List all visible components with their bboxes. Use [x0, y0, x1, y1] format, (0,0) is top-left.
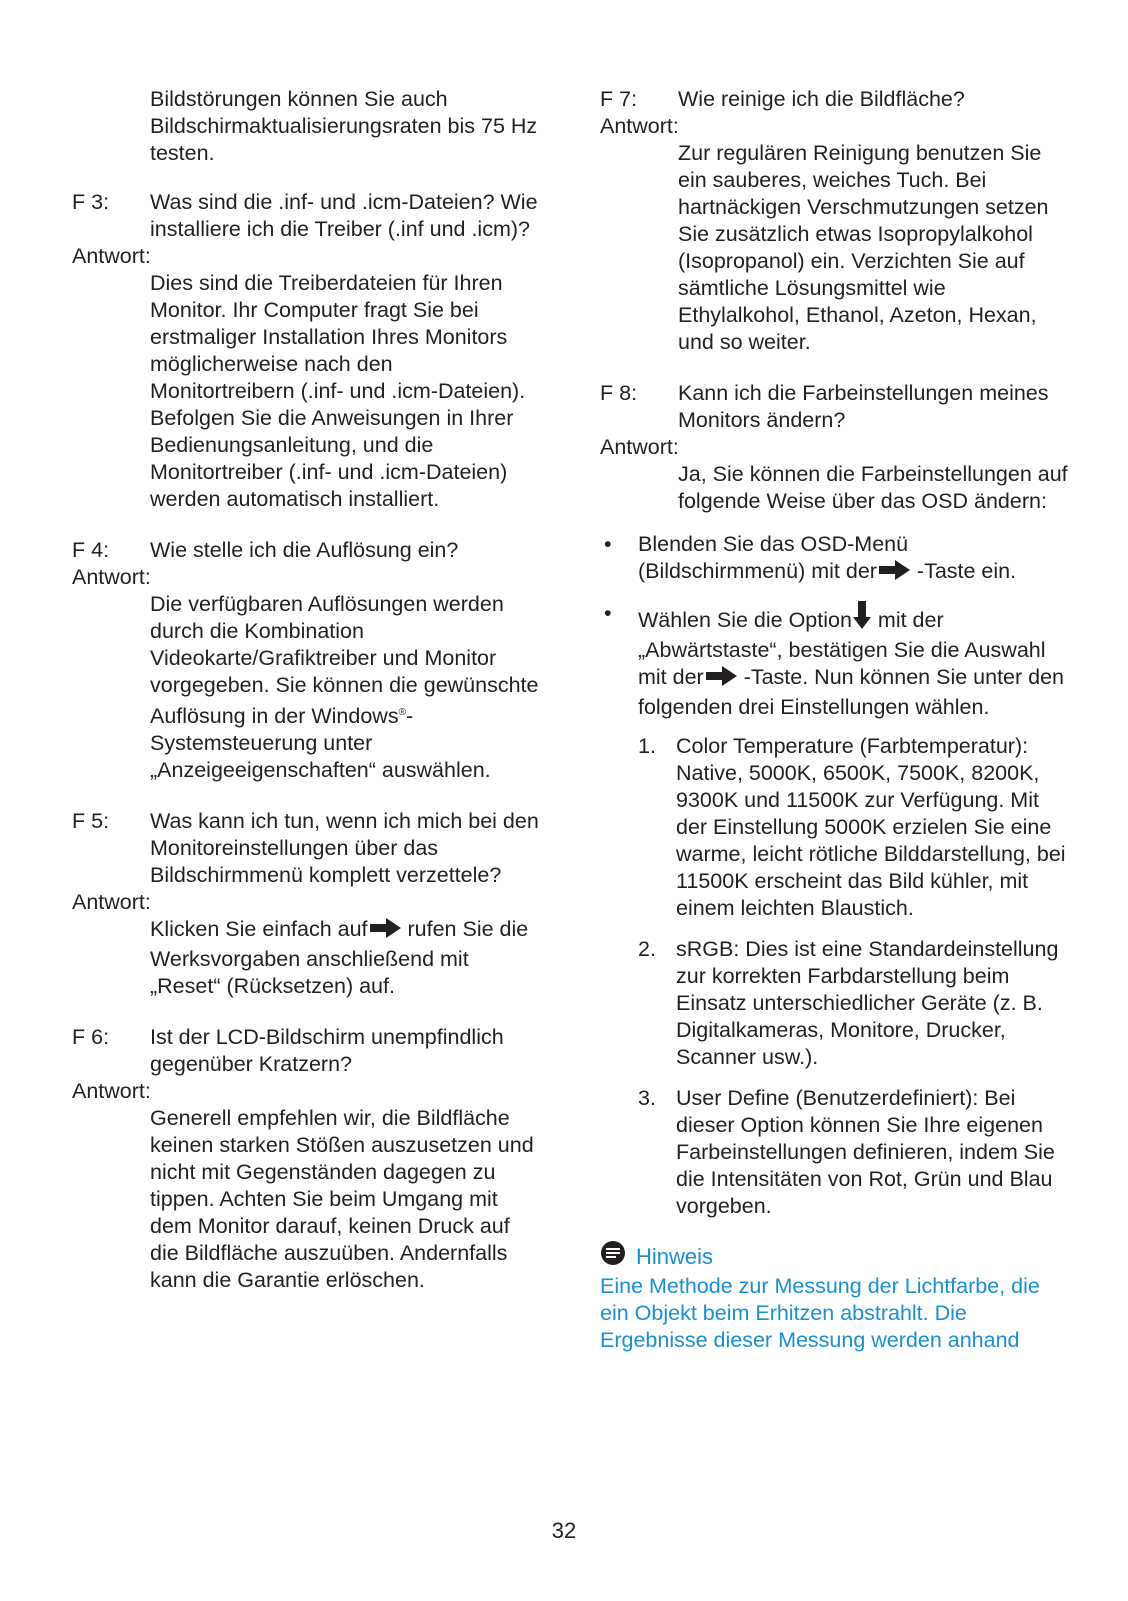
registered-mark: ®: [398, 707, 406, 718]
item-text: User Define (Benutzerdefiniert): Bei dieser Option können Sie Ihre eigenen Farbeinstellungen definieren, indem Sie die Intensitäten von Rot, Grün und Blau vorgeben.: [676, 1086, 1055, 1218]
answer-label: Antwort:: [72, 244, 151, 268]
item-number: 3.: [638, 1086, 656, 1110]
bullet-text: mit der „Abwärtstaste“, bestätigen Sie die Auswahl mit der: [638, 608, 1046, 689]
list-item: [638, 936, 1070, 1071]
list-item: [600, 600, 1070, 721]
list-item: [638, 1085, 1070, 1220]
faq-5: [72, 808, 542, 1000]
answer-label: Antwort:: [600, 114, 679, 138]
answer-text: Zur regulären Reinigung benutzen Sie ein sauberes, weiches Tuch. Bei hartnäckigen Verschmutzungen setzen Sie zusätzlich etwas Isopropylalkohol (Isopropanol) ein. Verzichten Sie auf sämtliche Lösungsmittel wie Ethylalkohol, Ethanol, Azeton, Hexan, und so weiter.: [678, 141, 1049, 354]
faq-3: [72, 189, 542, 513]
bullet-list: [600, 531, 1070, 721]
down-arrow-icon: [852, 600, 872, 637]
note-box: [600, 1240, 1070, 1354]
right-arrow-icon: [704, 665, 738, 694]
question-text: Ist der LCD-Bildschirm unempfindlich gegenüber Kratzern?: [150, 1025, 504, 1077]
question-number: F 7:: [600, 87, 638, 111]
list-item: [600, 531, 1070, 588]
question-text: Wie stelle ich die Auflösung ein?: [150, 538, 459, 562]
item-text: Color Temperature (Farbtemperatur): Native, 5000K, 6500K, 7500K, 8200K, 9300K und 11500K zur Verfügung. Mit der Einstellung 5000K erzielen Sie eine warme, leicht rötliche Bilddarstellung, bei 11500K erscheint das Bild kühler, mit einem leichten Blaustich.: [676, 734, 1066, 920]
right-arrow-icon: [368, 917, 402, 946]
item-number: 1.: [638, 734, 656, 758]
answer-text: [150, 916, 542, 1000]
note-title: Hinweis: [636, 1244, 714, 1269]
bullet-text: Wählen Sie die Option: [638, 608, 852, 632]
note-text: Eine Methode zur Messung der Lichtfarbe, die ein Objekt beim Erhitzen abstrahlt. Die Ergebnisse dieser Messung werden anhand: [600, 1274, 1040, 1352]
question-text: Was sind die .inf- und .icm-Dateien? Wie installiere ich die Treiber (.inf und .icm)?: [150, 190, 538, 241]
question-number: F 4:: [72, 538, 110, 562]
answer-text: [150, 591, 542, 784]
question-number: F 8:: [600, 381, 638, 405]
question-number: F 5:: [72, 809, 110, 834]
answer-label: Antwort:: [600, 435, 679, 459]
question-text: Wie reinige ich die Bildfläche?: [678, 87, 965, 111]
right-arrow-icon: [877, 559, 911, 588]
note-icon: [600, 1240, 626, 1273]
bullet: •: [604, 601, 612, 625]
list-item: [638, 733, 1070, 922]
answer-part: Klicken Sie einfach auf: [150, 917, 368, 942]
answer-text: Dies sind die Treiberdateien für Ihren Monitor. Ihr Computer fragt Sie bei erstmaliger Installation Ihres Monitors möglicherweise nach den Monitortreibern (.inf- und .icm-Dateien). Befolgen Sie die Anweisungen in Ihrer Bedienungsanleitung, und die Monitortreiber (.inf- und .icm-Dateien) werden automatisch installiert.: [150, 271, 526, 511]
right-column: [600, 86, 1070, 1354]
answer-label: Antwort:: [72, 1079, 151, 1104]
left-column: [72, 86, 542, 1318]
bullet-text: Blenden Sie das OSD-Menü (Bildschirmmenü) mit der: [638, 532, 909, 583]
question-text: Kann ich die Farbeinstellungen meines Monitors ändern?: [678, 381, 1049, 432]
answer-label: Antwort:: [72, 565, 151, 589]
item-number: 2.: [638, 937, 656, 961]
note-header: [600, 1240, 1070, 1273]
options-list: [600, 733, 1070, 1220]
faq-6: [72, 1024, 542, 1294]
answer-text: Generell empfehlen wir, die Bildfläche keinen starken Stößen auszusetzen und nicht mit Gegenständen dagegen zu tippen. Achten Sie beim Umgang mit dem Monitor darauf, keinen Druck auf die Bildfläche auszuüben. Andernfalls kann die Garantie erlöschen.: [150, 1106, 534, 1293]
item-text: sRGB: Dies ist eine Standardeinstellung zur korrekten Farbdarstellung beim Einsatz unterschiedlicher Geräte (z. B. Digitalkameras, Monitore, Drucker, Scanner usw.).: [676, 937, 1059, 1069]
faq-4: [72, 537, 542, 784]
page-number: 32: [551, 1518, 577, 1543]
answer-part: Die verfügbaren Auflösungen werden durch die Kombination Videokarte/Grafiktreiber und Monitor vorgegeben. Sie können die gewünschte Auflösung in der Windows: [150, 592, 539, 729]
bullet-text: -Taste ein.: [910, 559, 1017, 583]
continuation-text: Bildstörungen können Sie auch Bildschirmaktualisierungsraten bis 75 Hz testen.: [150, 87, 538, 165]
bullet: •: [604, 532, 612, 556]
bullet-text: -Taste. Nun können Sie unter den folgenden drei Einstellungen wählen.: [638, 665, 1065, 719]
question-number: F 6:: [72, 1025, 110, 1050]
question-number: F 3:: [72, 190, 110, 214]
answer-part: rufen Sie die Werksvorgaben anschließend mit „Reset“ (Rücksetzen) auf.: [150, 917, 529, 999]
faq-8: [600, 380, 1070, 1220]
faq-7: [600, 86, 1070, 356]
answer-text: Ja, Sie können die Farbeinstellungen auf folgende Weise über das OSD ändern:: [678, 462, 1068, 513]
question-text: Was kann ich tun, wenn ich mich bei den Monitoreinstellungen über das Bildschirmmenü komplett verzettele?: [150, 809, 539, 888]
answer-label: Antwort:: [72, 890, 151, 915]
answer-part: -Systemsteuerung unter „Anzeigeeigenschaften“ auswählen.: [150, 704, 491, 783]
